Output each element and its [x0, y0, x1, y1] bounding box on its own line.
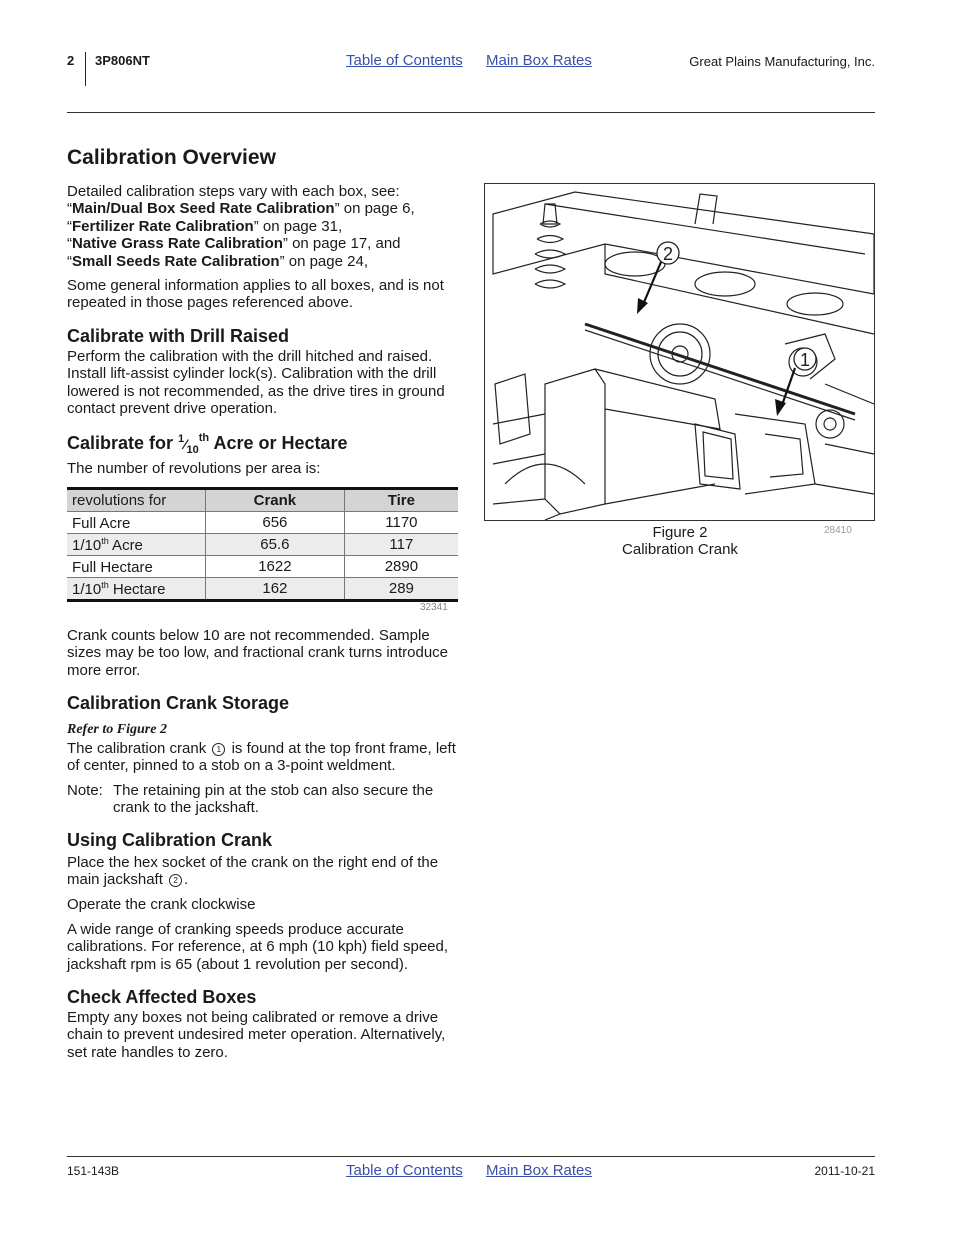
- heading-crank-storage: Calibration Crank Storage: [67, 693, 290, 713]
- note-text: The retaining pin at the stob can also secure the crank to the jackshaft.: [113, 782, 434, 817]
- table-header-row: [67, 489, 458, 512]
- ref-fertilizer: “Fertilizer Rate Calibration” on page 31,: [67, 217, 343, 235]
- intro-line: Detailed calibration steps vary with each box, see:: [67, 183, 400, 200]
- tire-value: 289: [344, 578, 458, 601]
- header-divider: [85, 52, 86, 86]
- footer-main-box-rates-link[interactable]: Main Box Rates: [486, 1162, 592, 1179]
- ref-small-seeds: “Small Seeds Rate Calibration” on page 24,: [67, 252, 368, 270]
- speeds-text: A wide range of cranking speeds produce accurate calibrations. For reference, at 6 mph (10 kph) field speed, jackshaft rpm is 65 (about 1 revolution per second).: [67, 921, 449, 973]
- table-row: [67, 578, 458, 601]
- table-id: 32341: [420, 602, 448, 613]
- header-rule: [67, 112, 875, 113]
- header-main-box-rates-link[interactable]: Main Box Rates: [486, 52, 592, 69]
- col-header-crank: Crank: [206, 489, 345, 512]
- crank-value: 162: [206, 578, 345, 601]
- figure-callout-1-label: 1: [799, 350, 811, 370]
- heading-calibrate-for: Calibrate for $^1⁄_{10}^{th}$ Acre or Hectare: [67, 432, 348, 456]
- crank-value: 65.6: [206, 534, 345, 556]
- page-title: Calibration Overview: [67, 146, 276, 169]
- revolutions-table: [67, 487, 458, 602]
- row-label: Full Hectare: [67, 556, 206, 578]
- ref-native-grass: “Native Grass Rate Calibration” on page 17, and: [67, 235, 401, 253]
- figure-label: Figure 2: [652, 524, 708, 541]
- drill-raised-text: Perform the calibration with the drill hitched and raised. Install lift-assist cylinder lock(s). Calibration with the drill lowered is not recommended, as the drive tires in ground contact prevent drive operation.: [67, 348, 445, 418]
- col-header-revolutions-for: revolutions for: [67, 489, 206, 512]
- footer-toc-link[interactable]: Table of Contents: [346, 1162, 463, 1179]
- table-row: [67, 556, 458, 578]
- figure-callout-2-label: 2: [662, 244, 674, 264]
- table-row: [67, 512, 458, 534]
- tire-value: 117: [344, 534, 458, 556]
- callout-1-icon: 1: [212, 743, 225, 756]
- general-info-text: Some general information applies to all boxes, and is not repeated in those pages referenced above.: [67, 277, 444, 312]
- figure-title: Calibration Crank: [622, 541, 738, 559]
- check-text: Empty any boxes not being calibrated or remove a drive chain to prevent undesired meter operation. Alternatively, set rate handles to zero.: [67, 1009, 446, 1061]
- ref-main-dual: “Main/Dual Box Seed Rate Calibration” on page 6,: [67, 200, 415, 218]
- row-label: Full Acre: [67, 512, 206, 534]
- header-toc-link[interactable]: Table of Contents: [346, 52, 463, 69]
- machine-illustration: [485, 184, 874, 520]
- row-label: 1/10th Hectare: [67, 578, 206, 601]
- crank-counts-text: Crank counts below 10 are not recommended. Sample sizes may be too low, and fractional crank turns introduce more error.: [67, 627, 449, 679]
- operate-text: Operate the crank clockwise: [67, 896, 256, 913]
- footer-rule: [67, 1156, 875, 1157]
- using-text: Place the hex socket of the crank on the right end of the main jackshaft 2 .: [67, 854, 439, 889]
- callout-2-icon: 2: [169, 874, 182, 887]
- heading-drill-raised: Calibrate with Drill Raised: [67, 326, 290, 346]
- table-row: [67, 534, 458, 556]
- intro-text: [67, 183, 462, 270]
- col-header-tire: Tire: [344, 489, 458, 512]
- doc-number: 151-143B: [67, 1164, 120, 1178]
- company-name: Great Plains Manufacturing, Inc.: [689, 54, 875, 69]
- page-number: 2: [67, 53, 75, 68]
- crank-value: 1622: [206, 556, 345, 578]
- figure-reference: Refer to Figure 2: [67, 722, 167, 737]
- revision-date: 2011-10-21: [814, 1164, 875, 1178]
- tire-value: 1170: [344, 512, 458, 534]
- model-number: 3P806NT: [95, 53, 150, 68]
- row-label: 1/10th Acre: [67, 534, 206, 556]
- storage-text: The calibration crank 1 is found at the top front frame, left of center, pinned to a stob on a 3-point weldment.: [67, 740, 456, 775]
- heading-check-boxes: Check Affected Boxes: [67, 987, 257, 1007]
- figure-caption: [590, 524, 770, 559]
- note-label: Note:: [67, 782, 103, 799]
- figure-id: 28410: [824, 525, 852, 536]
- heading-using-crank: Using Calibration Crank: [67, 830, 273, 850]
- crank-value: 656: [206, 512, 345, 534]
- tire-value: 2890: [344, 556, 458, 578]
- revolutions-intro-text: The number of revolutions per area is:: [67, 460, 321, 477]
- figure-calibration-crank: [484, 183, 875, 521]
